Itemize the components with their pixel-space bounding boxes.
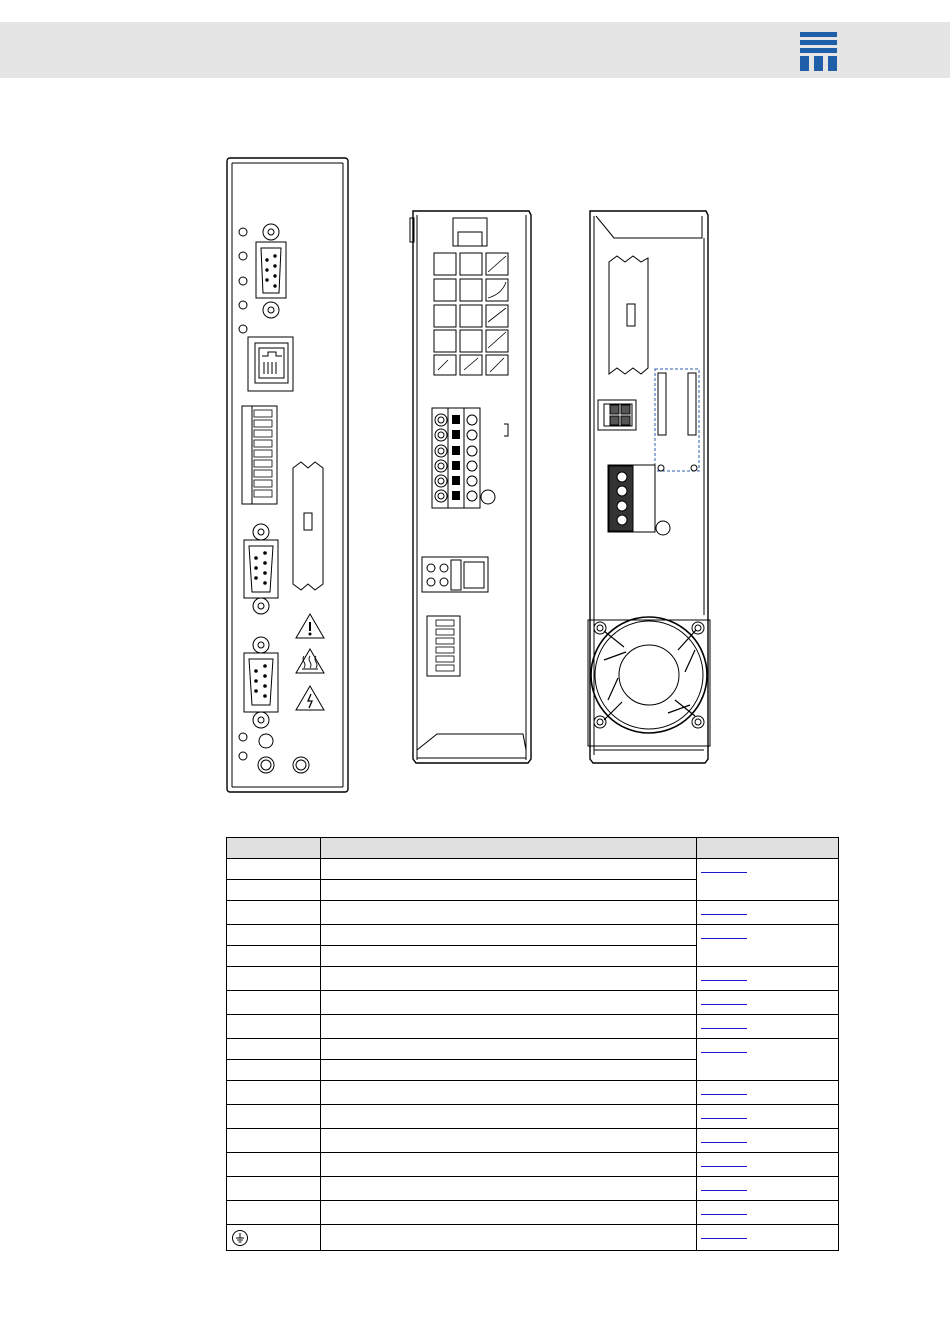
- row-description: [321, 1225, 697, 1251]
- connection-table: [226, 837, 839, 1251]
- option-slot-bottom: [609, 256, 648, 374]
- power-terminal-top: [432, 408, 480, 508]
- page-reference-link[interactable]: [701, 1044, 747, 1053]
- bottom-view: [588, 211, 710, 763]
- high-voltage-icon: [296, 686, 324, 710]
- row-label: [227, 859, 321, 880]
- table-row: [227, 1105, 839, 1129]
- row-label: [227, 901, 321, 925]
- page-reference-link[interactable]: [701, 972, 747, 981]
- row-page-reference: [697, 1225, 839, 1251]
- row-label: [227, 1039, 321, 1060]
- row-description: [321, 1177, 697, 1201]
- row-label: [227, 1129, 321, 1153]
- row-description: [321, 967, 697, 991]
- vent-grid: [434, 253, 508, 375]
- row-description: [321, 1039, 697, 1060]
- row-label: [227, 925, 321, 946]
- table-row: [227, 1039, 839, 1060]
- fan-icon: [588, 617, 710, 746]
- dsub-connector-top: [256, 224, 286, 318]
- screw-hole: [259, 734, 273, 748]
- row-label: [227, 1177, 321, 1201]
- table-header-row: [227, 838, 839, 859]
- row-description: [321, 991, 697, 1015]
- row-description: [321, 1060, 697, 1081]
- table-row: [227, 1225, 839, 1251]
- slot-outline-dashed: [655, 369, 699, 471]
- row-page-reference: [697, 859, 839, 901]
- row-label: [227, 1105, 321, 1129]
- row-label: [227, 1081, 321, 1105]
- row-page-reference: [697, 1177, 839, 1201]
- table-row: [227, 991, 839, 1015]
- row-label: [227, 991, 321, 1015]
- row-description: [321, 946, 697, 967]
- row-description: [321, 1081, 697, 1105]
- row-label: [227, 1153, 321, 1177]
- row-description: [321, 925, 697, 946]
- front-view: [227, 158, 348, 792]
- table-row: [227, 859, 839, 880]
- table-row: [227, 1129, 839, 1153]
- table-header: [697, 838, 839, 859]
- sew-eurodrive-logo-icon: [800, 32, 837, 71]
- row-description: [321, 880, 697, 901]
- page-reference-link[interactable]: [701, 906, 747, 915]
- row-page-reference: [697, 1081, 839, 1105]
- row-page-reference: [697, 925, 839, 967]
- ethernet-port: [248, 337, 293, 391]
- page-reference-link[interactable]: [701, 1206, 747, 1215]
- row-page-reference: [697, 1015, 839, 1039]
- page-reference-link[interactable]: [701, 864, 747, 873]
- row-description: [321, 1105, 697, 1129]
- power-terminal-bottom: [608, 465, 655, 532]
- dsub-connector-bottom: [244, 637, 278, 728]
- signal-terminal-top: [427, 616, 460, 676]
- protective-earth-icon: [231, 1229, 249, 1247]
- dsub-connector-middle: [244, 524, 278, 614]
- page-reference-link[interactable]: [701, 1230, 747, 1239]
- row-description: [321, 1153, 697, 1177]
- led-indicators: [239, 228, 247, 760]
- page-reference-link[interactable]: [701, 996, 747, 1005]
- row-page-reference: [697, 991, 839, 1015]
- row-description: [321, 1201, 697, 1225]
- table-body: [227, 859, 839, 1251]
- small-terminal-top: [422, 557, 488, 592]
- page-reference-link[interactable]: [701, 1020, 747, 1029]
- option-slot-front: [293, 462, 323, 590]
- table-row: [227, 1153, 839, 1177]
- small-terminal-bottom: [598, 400, 636, 430]
- terminal-strip-front: [242, 406, 277, 504]
- page-reference-link[interactable]: [701, 1182, 747, 1191]
- row-label: [227, 1201, 321, 1225]
- top-view: [410, 211, 531, 763]
- row-page-reference: [697, 967, 839, 991]
- row-page-reference: [697, 1201, 839, 1225]
- row-description: [321, 1129, 697, 1153]
- row-label: [227, 1015, 321, 1039]
- device-views-figure: [220, 150, 720, 800]
- table-row: [227, 1081, 839, 1105]
- row-label: [227, 1225, 321, 1251]
- page-reference-link[interactable]: [701, 1134, 747, 1143]
- row-page-reference: [697, 1039, 839, 1081]
- row-label: [227, 1060, 321, 1081]
- table-row: [227, 1201, 839, 1225]
- table-header: [321, 838, 697, 859]
- table-header: [227, 838, 321, 859]
- table-row: [227, 1015, 839, 1039]
- row-page-reference: [697, 901, 839, 925]
- row-page-reference: [697, 1129, 839, 1153]
- row-description: [321, 859, 697, 880]
- row-description: [321, 1015, 697, 1039]
- table-row: [227, 1177, 839, 1201]
- row-label: [227, 967, 321, 991]
- row-label: [227, 880, 321, 901]
- row-page-reference: [697, 1105, 839, 1129]
- warning-icon: [296, 614, 324, 638]
- page-reference-link[interactable]: [701, 1110, 747, 1119]
- page-reference-link[interactable]: [701, 930, 747, 939]
- page-reference-link[interactable]: [701, 1086, 747, 1095]
- row-description: [321, 901, 697, 925]
- row-page-reference: [697, 1153, 839, 1177]
- row-label: [227, 946, 321, 967]
- table-row: [227, 925, 839, 946]
- table-row: [227, 901, 839, 925]
- hot-surface-icon: [296, 649, 324, 673]
- table-row: [227, 967, 839, 991]
- page-reference-link[interactable]: [701, 1158, 747, 1167]
